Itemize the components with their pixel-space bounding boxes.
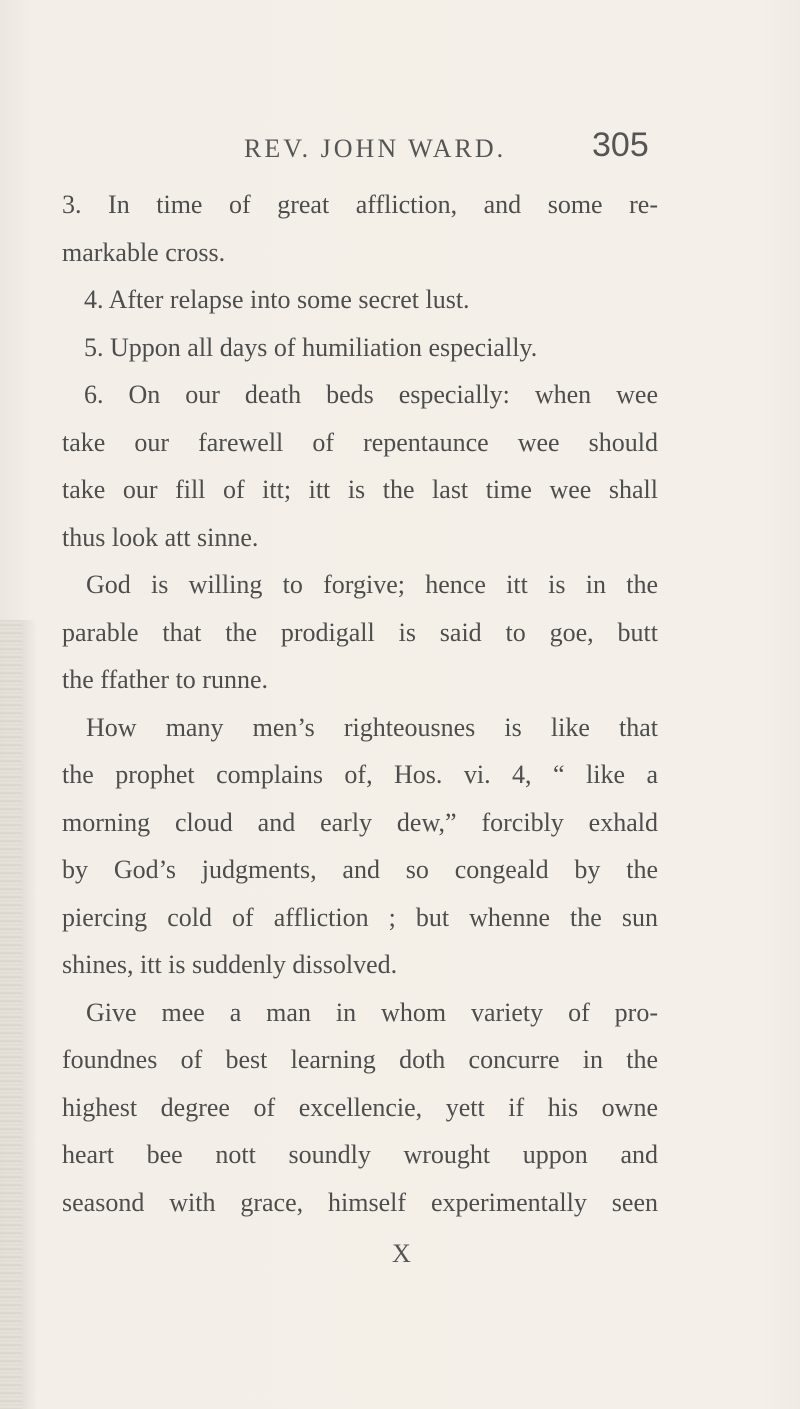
text-line: by God’s judgments, and so congeald by the bbox=[62, 855, 658, 884]
page-header bbox=[0, 126, 800, 176]
page-edge-gradient bbox=[22, 620, 36, 1409]
text-line: highest degree of excellencie, yett if his owne bbox=[62, 1092, 658, 1122]
text-line: morning cloud and early dew,” forcibly exhald bbox=[62, 807, 658, 837]
page-number: 305 bbox=[592, 126, 649, 164]
signature-mark: X bbox=[392, 1239, 411, 1268]
text-line: Give mee a man in whom variety of pro- bbox=[86, 997, 658, 1027]
text-line: heart bee nott soundly wrought uppon and bbox=[62, 1140, 658, 1169]
text-line: take our farewell of repentaunce wee should bbox=[62, 427, 658, 457]
text-line: seasond with grace, himself experimentally seen bbox=[62, 1187, 658, 1217]
text-line: foundnes of best learning doth concurre in the bbox=[62, 1045, 658, 1074]
text-line: shines, itt is suddenly dissolved. bbox=[62, 950, 398, 979]
running-head: REV. JOHN WARD. bbox=[244, 134, 507, 163]
page-edge-shadow bbox=[0, 620, 22, 1409]
text-line: piercing cold of affliction ; but whenne the sun bbox=[62, 902, 658, 932]
text-line: 3. In time of great affliction, and some re- bbox=[62, 190, 658, 219]
text-line: thus look att sinne. bbox=[62, 522, 259, 552]
text-line: take our fill of itt; itt is the last time wee shall bbox=[62, 475, 658, 504]
text-line: markable cross. bbox=[62, 237, 226, 267]
text-line: the prophet complains of, Hos. vi. 4, “ like a bbox=[62, 760, 658, 789]
text-line: How many men’s righteousnes is like that bbox=[86, 712, 658, 742]
text-line: 4. After relapse into some secret lust. bbox=[84, 285, 470, 314]
text-line: 5. Uppon all days of humiliation especially. bbox=[84, 332, 538, 362]
text-line: God is willing to forgive; hence itt is in the bbox=[86, 570, 658, 599]
text-line: parable that the prodigall is said to goe, butt bbox=[62, 617, 658, 647]
text-line: 6. On our death beds especially: when wee bbox=[84, 380, 658, 409]
text-line: the ffather to runne. bbox=[62, 665, 268, 694]
